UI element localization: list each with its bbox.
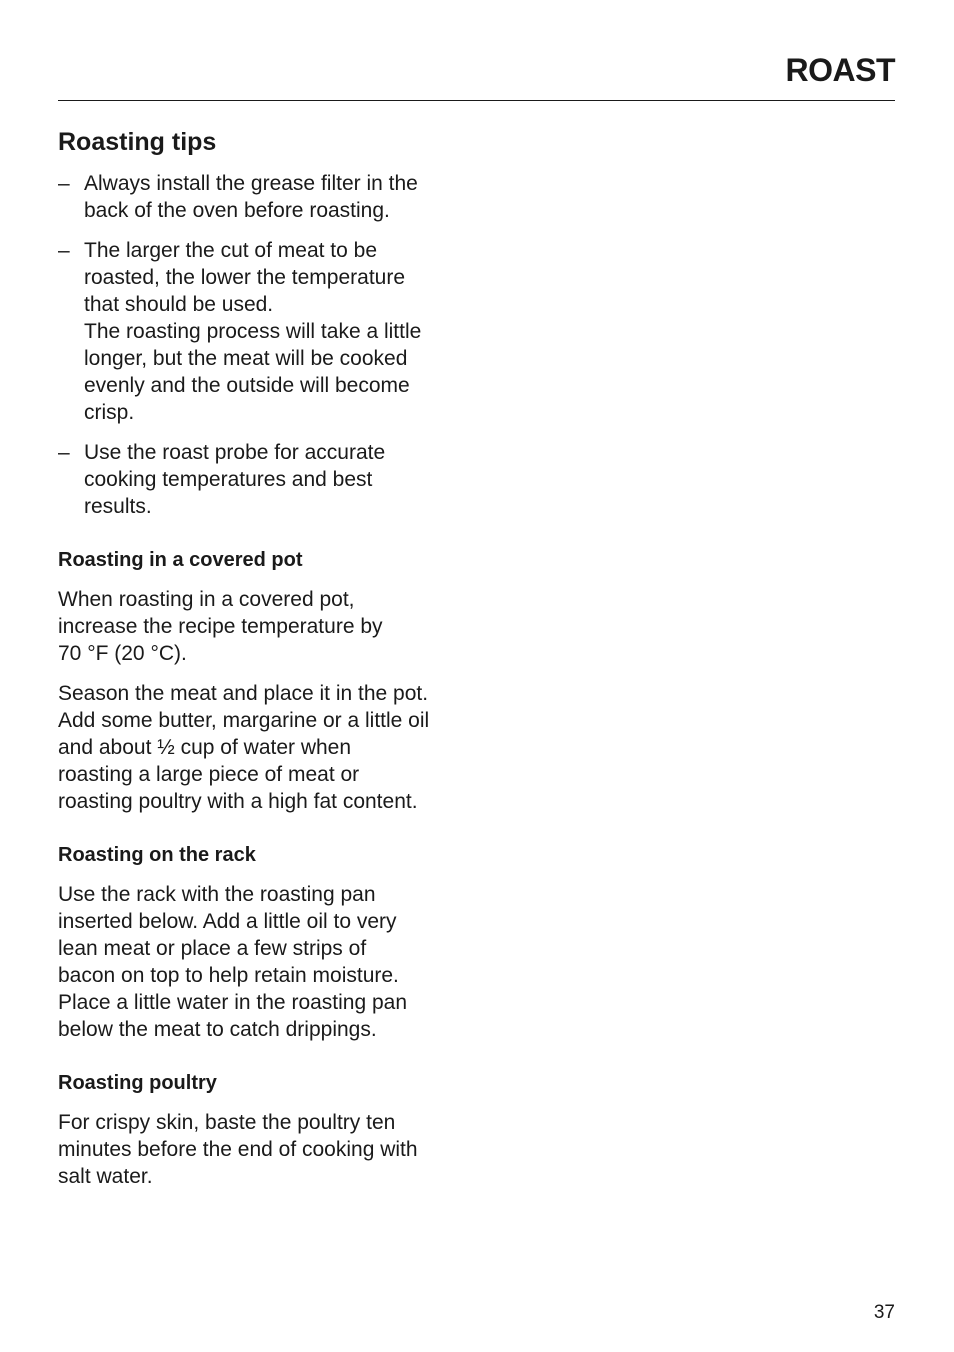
- chapter-title: ROAST: [785, 52, 895, 88]
- roasting-tips-section: [58, 124, 478, 520]
- tip-text: The larger the cut of meat to be roasted, the lower the temperature that should be used.: [84, 239, 406, 316]
- on-rack-section: [58, 842, 478, 1043]
- list-item: [58, 439, 478, 520]
- bullet-dash: –: [58, 239, 70, 262]
- bullet-dash: –: [58, 172, 70, 195]
- poultry-section: [58, 1070, 478, 1190]
- header-divider: [58, 100, 895, 101]
- page-number: 37: [873, 1302, 895, 1323]
- on-rack-paragraph: Use the rack with the roasting pan inserted below. Add a little oil to very lean meat or place a few strips of bacon on top to help retain moisture. Place a little water in the roasting pan below the meat to catch drippings.: [58, 883, 408, 1041]
- poultry-paragraph: For crispy skin, baste the poultry ten minutes before the end of cooking with salt water.: [58, 1111, 418, 1188]
- tip-extra-text: The roasting process will take a little longer, but the meat will be cooked evenly and the outside will become crisp.: [84, 320, 422, 424]
- list-item: [58, 170, 478, 224]
- on-rack-title: Roasting on the rack: [58, 844, 256, 866]
- covered-pot-section: [58, 547, 478, 815]
- covered-pot-title: Roasting in a covered pot: [58, 549, 303, 571]
- list-item: [58, 237, 478, 426]
- bullet-dash: –: [58, 441, 70, 464]
- roasting-tips-title: Roasting tips: [58, 128, 217, 156]
- covered-pot-paragraph: Season the meat and place it in the pot. Add some butter, margarine or a little oil and about ½ cup of water when roasting a large piece of meat or roasting poultry with a high fat content.: [58, 682, 430, 813]
- page-content: [58, 124, 478, 1203]
- tip-text: Always install the grease filter in the back of the oven before roasting.: [84, 172, 418, 222]
- tip-text: Use the roast probe for accurate cooking temperatures and best results.: [84, 441, 386, 518]
- roasting-tips-list: [58, 170, 478, 520]
- poultry-title: Roasting poultry: [58, 1072, 217, 1094]
- covered-pot-paragraph: When roasting in a covered pot, increase the recipe temperature by 70 °F (20 °C).: [58, 588, 383, 665]
